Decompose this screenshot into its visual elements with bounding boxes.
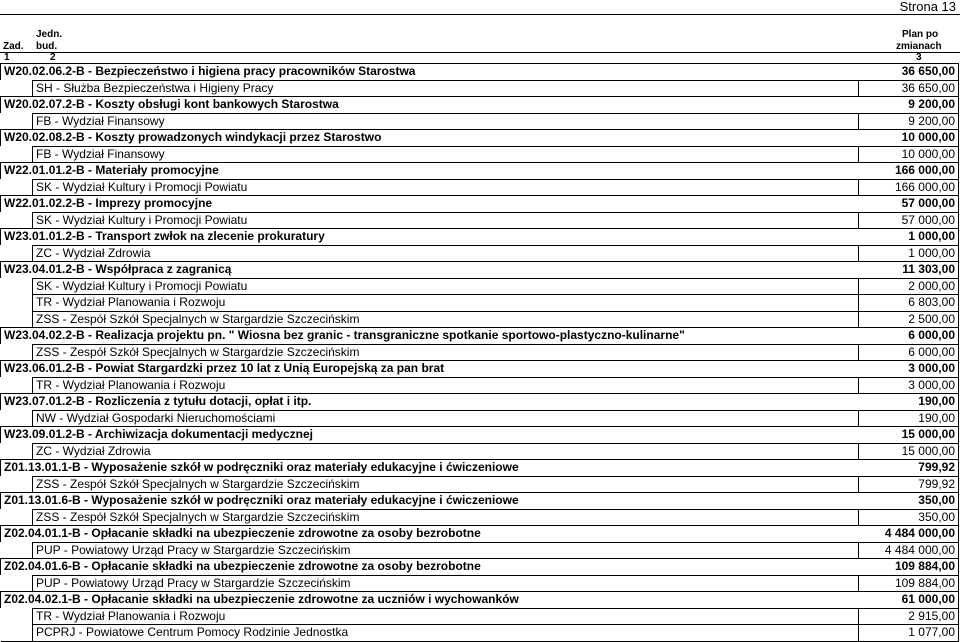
- indent-cell: [1, 113, 33, 130]
- indent-cell: [1, 625, 33, 642]
- amount: 109 884,00: [859, 559, 959, 576]
- task-name: W20.02.06.2-B - Bezpieczeństwo i higiena pracy pracowników Starostwa: [1, 64, 859, 81]
- indent-cell: [1, 476, 33, 493]
- unit-name: PCPRJ - Powiatowe Centrum Pomocy Rodzinie Jednostka: [33, 625, 859, 642]
- unit-name: ZC - Wydział Zdrowia: [33, 443, 859, 460]
- task-name: W20.02.07.2-B - Koszty obsługi kont bankowych Starostwa: [1, 97, 859, 114]
- task-row: [1, 427, 959, 444]
- unit-name: SH - Służba Bezpieczeństwa i Higieny Pracy: [33, 80, 859, 97]
- unit-row: [1, 410, 959, 427]
- report-table: [0, 63, 959, 642]
- unit-row: [1, 476, 959, 493]
- col-num-2: 2: [50, 52, 56, 63]
- unit-row: [1, 377, 959, 394]
- unit-row: [1, 311, 959, 328]
- unit-row: [1, 608, 959, 625]
- unit-row: [1, 80, 959, 97]
- amount: 10 000,00: [859, 146, 959, 163]
- task-name: W23.04.02.2-B - Realizacja projektu pn. " Wiosna bez granic - transgraniczne spotkanie sportowo-plastyczno-kulinarne": [1, 328, 859, 345]
- indent-cell: [1, 80, 33, 97]
- amount: 166 000,00: [859, 179, 959, 196]
- amount: 4 484 000,00: [859, 526, 959, 543]
- indent-cell: [1, 278, 33, 295]
- unit-row: [1, 212, 959, 229]
- task-row: [1, 163, 959, 180]
- task-row: [1, 526, 959, 543]
- amount: 57 000,00: [859, 212, 959, 229]
- task-name: W22.01.01.2-B - Materiały promocyjne: [1, 163, 859, 180]
- amount: 799,92: [859, 476, 959, 493]
- amount: 1 000,00: [859, 245, 959, 262]
- unit-row: [1, 575, 959, 592]
- indent-cell: [1, 542, 33, 559]
- task-name: Z01.13.01.1-B - Wyposażenie szkół w podręczniki oraz materiały edukacyjne i ćwiczeniowe: [1, 460, 859, 477]
- task-row: [1, 361, 959, 378]
- task-name: W23.04.01.2-B - Współpraca z zagranicą: [1, 262, 859, 279]
- indent-cell: [1, 443, 33, 460]
- indent-cell: [1, 410, 33, 427]
- indent-cell: [1, 146, 33, 163]
- unit-name: ZSS - Zespół Szkół Specjalnych w Stargardzie Szczecińskim: [33, 311, 859, 328]
- task-name: W23.06.01.2-B - Powiat Stargardzki przez 10 lat z Unią Europejską za pan brat: [1, 361, 859, 378]
- indent-cell: [1, 575, 33, 592]
- amount: 6 000,00: [859, 328, 959, 345]
- task-name: W23.09.01.2-B - Archiwizacja dokumentacji medycznej: [1, 427, 859, 444]
- amount: 3 000,00: [859, 361, 959, 378]
- task-name: W23.07.01.2-B - Rozliczenia z tytułu dotacji, opłat i itp.: [1, 394, 859, 411]
- unit-row: [1, 625, 959, 642]
- amount: 57 000,00: [859, 196, 959, 213]
- task-name: W20.02.08.2-B - Koszty prowadzonych windykacji przez Starostwo: [1, 130, 859, 147]
- unit-name: NW - Wydział Gospodarki Nieruchomościami: [33, 410, 859, 427]
- task-row: [1, 97, 959, 114]
- amount: 36 650,00: [859, 64, 959, 81]
- amount: 4 484 000,00: [859, 542, 959, 559]
- indent-cell: [1, 245, 33, 262]
- amount: 166 000,00: [859, 163, 959, 180]
- task-name: W22.01.02.2-B - Imprezy promocyjne: [1, 196, 859, 213]
- header-bud: bud.: [36, 41, 58, 52]
- task-row: [1, 229, 959, 246]
- amount: 350,00: [859, 493, 959, 510]
- amount: 109 884,00: [859, 575, 959, 592]
- task-row: [1, 592, 959, 609]
- indent-cell: [1, 295, 33, 312]
- unit-row: [1, 146, 959, 163]
- page-number: Strona 13: [899, 0, 956, 14]
- unit-name: ZSS - Zespół Szkół Specjalnych w Stargardzie Szczecińskim: [33, 476, 859, 493]
- task-name: Z01.13.01.6-B - Wyposażenie szkół w podręczniki oraz materiały edukacyjne i ćwiczeniowe: [1, 493, 859, 510]
- unit-name: SK - Wydział Kultury i Promocji Powiatu: [33, 179, 859, 196]
- header-divider: [0, 52, 960, 53]
- unit-row: [1, 509, 959, 526]
- amount: 6 000,00: [859, 344, 959, 361]
- amount: 2 500,00: [859, 311, 959, 328]
- unit-row: [1, 542, 959, 559]
- task-row: [1, 394, 959, 411]
- amount: 9 200,00: [859, 113, 959, 130]
- amount: 799,92: [859, 460, 959, 477]
- amount: 6 803,00: [859, 295, 959, 312]
- indent-cell: [1, 509, 33, 526]
- indent-cell: [1, 311, 33, 328]
- indent-cell: [1, 212, 33, 229]
- task-row: [1, 559, 959, 576]
- task-row: [1, 196, 959, 213]
- unit-row: [1, 245, 959, 262]
- amount: 3 000,00: [859, 377, 959, 394]
- amount: 15 000,00: [859, 427, 959, 444]
- header-zmianach: zmianach: [896, 41, 942, 52]
- unit-name: SK - Wydział Kultury i Promocji Powiatu: [33, 212, 859, 229]
- amount: 2 000,00: [859, 278, 959, 295]
- amount: 9 200,00: [859, 97, 959, 114]
- unit-name: PUP - Powiatowy Urząd Pracy w Stargardzie Szczecińskim: [33, 575, 859, 592]
- amount: 2 915,00: [859, 608, 959, 625]
- amount: 190,00: [859, 394, 959, 411]
- unit-name: PUP - Powiatowy Urząd Pracy w Stargardzie Szczecińskim: [33, 542, 859, 559]
- task-name: W23.01.01.2-B - Transport zwłok na zlecenie prokuratury: [1, 229, 859, 246]
- unit-name: FB - Wydział Finansowy: [33, 113, 859, 130]
- unit-name: TR - Wydział Planowania i Rozwoju: [33, 377, 859, 394]
- amount: 11 303,00: [859, 262, 959, 279]
- task-row: [1, 460, 959, 477]
- col-num-1: 1: [4, 52, 10, 63]
- unit-row: [1, 278, 959, 295]
- amount: 350,00: [859, 509, 959, 526]
- header-divider-top: [0, 14, 960, 15]
- indent-cell: [1, 608, 33, 625]
- task-row: [1, 262, 959, 279]
- unit-row: [1, 295, 959, 312]
- amount: 15 000,00: [859, 443, 959, 460]
- indent-cell: [1, 377, 33, 394]
- unit-name: TR - Wydział Planowania i Rozwoju: [33, 295, 859, 312]
- task-row: [1, 130, 959, 147]
- col-num-3: 3: [916, 52, 922, 63]
- amount: 10 000,00: [859, 130, 959, 147]
- indent-cell: [1, 344, 33, 361]
- amount: 61 000,00: [859, 592, 959, 609]
- task-row: [1, 64, 959, 81]
- header-jedn: Jedn.: [36, 29, 63, 40]
- unit-row: [1, 443, 959, 460]
- unit-row: [1, 113, 959, 130]
- amount: 190,00: [859, 410, 959, 427]
- header-plan: Plan po: [902, 29, 939, 40]
- amount: 1 077,00: [859, 625, 959, 642]
- amount: 36 650,00: [859, 80, 959, 97]
- unit-name: SK - Wydział Kultury i Promocji Powiatu: [33, 278, 859, 295]
- header-zad: Zad.: [3, 41, 24, 52]
- unit-name: FB - Wydział Finansowy: [33, 146, 859, 163]
- task-row: [1, 493, 959, 510]
- unit-name: ZSS - Zespół Szkół Specjalnych w Stargardzie Szczecińskim: [33, 509, 859, 526]
- task-name: Z02.04.02.1-B - Opłacanie składki na ubezpieczenie zdrowotne za uczniów i wychowanków: [1, 592, 859, 609]
- unit-name: TR - Wydział Planowania i Rozwoju: [33, 608, 859, 625]
- indent-cell: [1, 179, 33, 196]
- task-row: [1, 328, 959, 345]
- amount: 1 000,00: [859, 229, 959, 246]
- task-name: Z02.04.01.6-B - Opłacanie składki na ubezpieczenie zdrowotne za osoby bezrobotne: [1, 559, 859, 576]
- unit-row: [1, 179, 959, 196]
- unit-row: [1, 344, 959, 361]
- unit-name: ZC - Wydział Zdrowia: [33, 245, 859, 262]
- unit-name: ZSS - Zespół Szkół Specjalnych w Stargardzie Szczecińskim: [33, 344, 859, 361]
- task-name: Z02.04.01.1-B - Opłacanie składki na ubezpieczenie zdrowotne za osoby bezrobotne: [1, 526, 859, 543]
